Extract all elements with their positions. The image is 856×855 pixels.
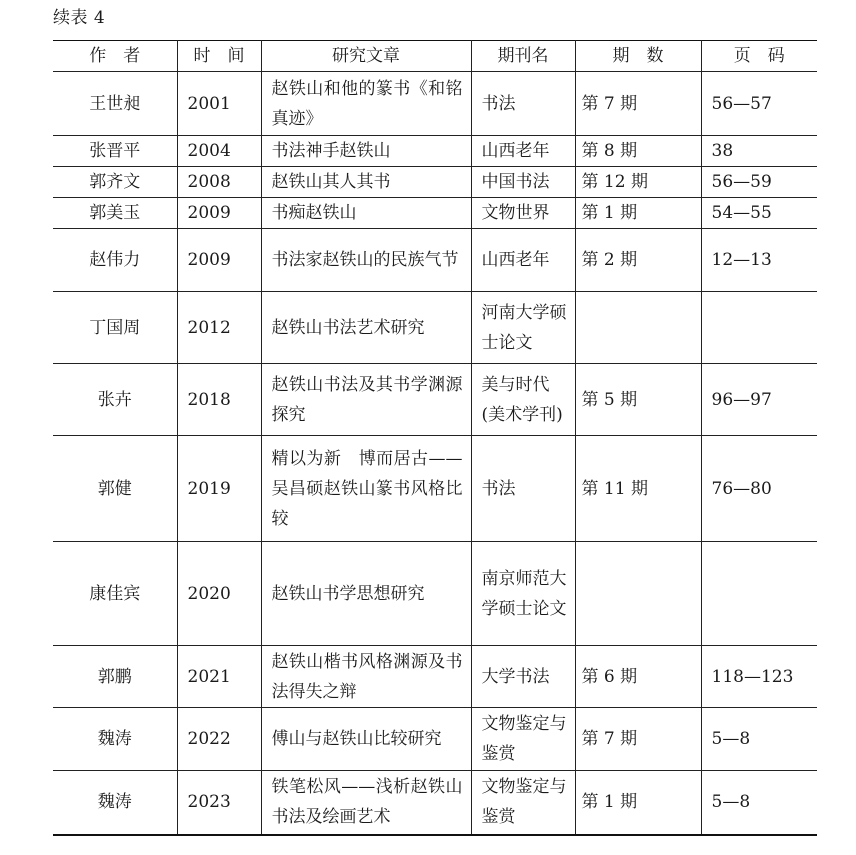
cell-pages: 12—13: [701, 229, 817, 292]
literature-table: [53, 40, 817, 836]
cell-pages: [701, 542, 817, 646]
cell-year: 2001: [177, 72, 261, 136]
cell-year: 2022: [177, 708, 261, 771]
header-row: [53, 41, 817, 72]
cell-article: 赵铁山其人其书: [261, 167, 471, 198]
cell-pages: 56—57: [701, 72, 817, 136]
cell-author: 魏涛: [53, 771, 177, 835]
table-row: [53, 708, 817, 771]
cell-issue: 第 1 期: [575, 198, 701, 229]
cell-article: 书法神手赵铁山: [261, 136, 471, 167]
header-issue: 期 数: [575, 41, 701, 72]
cell-issue: 第 6 期: [575, 646, 701, 708]
cell-article: 铁笔松风——浅析赵铁山书法及绘画艺术: [261, 771, 471, 835]
cell-year: 2009: [177, 229, 261, 292]
table-row: [53, 542, 817, 646]
cell-pages: 96—97: [701, 364, 817, 436]
table-row: [53, 771, 817, 835]
cell-author: 张晋平: [53, 136, 177, 167]
table-row: [53, 436, 817, 542]
header-article: 研究文章: [261, 41, 471, 72]
cell-year: 2018: [177, 364, 261, 436]
cell-author: 张卉: [53, 364, 177, 436]
cell-author: 郭鹏: [53, 646, 177, 708]
header-pages: 页 码: [701, 41, 817, 72]
cell-article: 赵铁山书学思想研究: [261, 542, 471, 646]
cell-issue: 第 12 期: [575, 167, 701, 198]
cell-year: 2021: [177, 646, 261, 708]
cell-year: 2009: [177, 198, 261, 229]
cell-journal: 大学书法: [471, 646, 575, 708]
cell-pages: [701, 292, 817, 364]
cell-journal: 山西老年: [471, 136, 575, 167]
cell-article: 赵铁山书法艺术研究: [261, 292, 471, 364]
cell-issue: 第 2 期: [575, 229, 701, 292]
cell-journal: 文物鉴定与鉴赏: [471, 771, 575, 835]
cell-issue: 第 8 期: [575, 136, 701, 167]
cell-issue: 第 5 期: [575, 364, 701, 436]
cell-issue: [575, 542, 701, 646]
cell-year: 2023: [177, 771, 261, 835]
table-row: [53, 198, 817, 229]
table-row: [53, 292, 817, 364]
cell-author: 赵伟力: [53, 229, 177, 292]
cell-article: 赵铁山楷书风格渊源及书法得失之辩: [261, 646, 471, 708]
cell-author: 王世昶: [53, 72, 177, 136]
header-author: 作 者: [53, 41, 177, 72]
cell-pages: 5—8: [701, 771, 817, 835]
header-journal: 期刊名: [471, 41, 575, 72]
cell-author: 康佳宾: [53, 542, 177, 646]
cell-author: 郭健: [53, 436, 177, 542]
cell-journal: 中国书法: [471, 167, 575, 198]
cell-author: 丁国周: [53, 292, 177, 364]
cell-issue: 第 11 期: [575, 436, 701, 542]
cell-article: 赵铁山和他的篆书《和铭真迹》: [261, 72, 471, 136]
cell-author: 郭美玉: [53, 198, 177, 229]
cell-author: 魏涛: [53, 708, 177, 771]
table-row: [53, 364, 817, 436]
cell-pages: 118—123: [701, 646, 817, 708]
cell-year: 2020: [177, 542, 261, 646]
cell-article: 书痴赵铁山: [261, 198, 471, 229]
table-row: [53, 167, 817, 198]
table-row: [53, 136, 817, 167]
cell-issue: [575, 292, 701, 364]
cell-pages: 38: [701, 136, 817, 167]
table-row: [53, 72, 817, 136]
cell-journal: 书法: [471, 72, 575, 136]
cell-journal: 文物世界: [471, 198, 575, 229]
cell-pages: 56—59: [701, 167, 817, 198]
cell-journal: 书法: [471, 436, 575, 542]
cell-issue: 第 1 期: [575, 771, 701, 835]
cell-article: 傅山与赵铁山比较研究: [261, 708, 471, 771]
table-row: [53, 646, 817, 708]
table-row: [53, 229, 817, 292]
table-caption: 续表 4: [53, 8, 106, 28]
cell-journal: 河南大学硕士论文: [471, 292, 575, 364]
cell-journal: 南京师范大学硕士论文: [471, 542, 575, 646]
cell-year: 2008: [177, 167, 261, 198]
cell-year: 2004: [177, 136, 261, 167]
cell-journal: 文物鉴定与鉴赏: [471, 708, 575, 771]
cell-journal: 美与时代(美术学刊): [471, 364, 575, 436]
header-year: 时 间: [177, 41, 261, 72]
cell-issue: 第 7 期: [575, 72, 701, 136]
cell-issue: 第 7 期: [575, 708, 701, 771]
cell-year: 2012: [177, 292, 261, 364]
cell-journal: 山西老年: [471, 229, 575, 292]
cell-pages: 76—80: [701, 436, 817, 542]
cell-year: 2019: [177, 436, 261, 542]
cell-article: 书法家赵铁山的民族气节: [261, 229, 471, 292]
cell-article: 精以为新 博而居古——吴昌硕赵铁山篆书风格比较: [261, 436, 471, 542]
cell-pages: 54—55: [701, 198, 817, 229]
cell-pages: 5—8: [701, 708, 817, 771]
cell-author: 郭齐文: [53, 167, 177, 198]
cell-article: 赵铁山书法及其书学渊源探究: [261, 364, 471, 436]
